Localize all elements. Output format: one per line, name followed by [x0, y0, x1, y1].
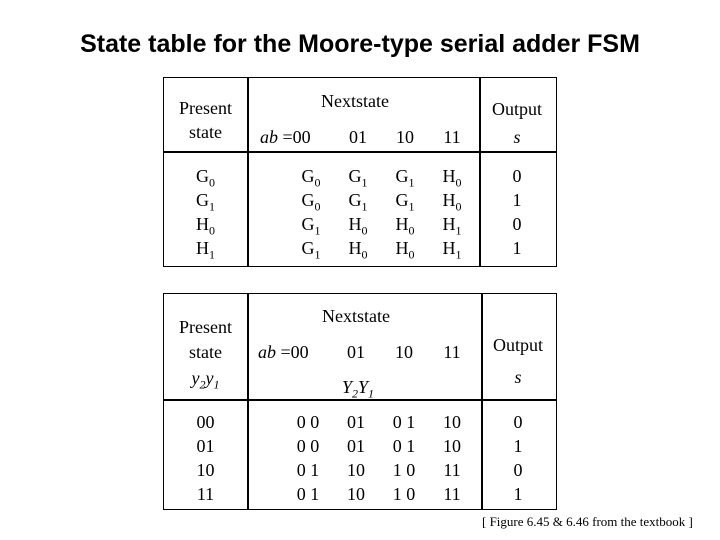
- table-cell: 10: [443, 412, 461, 432]
- table-cell: $G_1$: [395, 166, 415, 190]
- output-column: [481, 410, 555, 506]
- table-cell: $G_1$: [301, 214, 321, 238]
- table-cell: 0 1: [392, 436, 416, 456]
- table-cell: $H_0$: [196, 214, 215, 238]
- table-cell: 11: [443, 484, 461, 504]
- next-state-label: Nextstate: [322, 306, 390, 326]
- table-cell: $G_0$: [301, 166, 321, 190]
- table-cell: 11: [443, 460, 461, 480]
- table-cell: 1: [512, 238, 522, 258]
- next-state-column-00: [294, 164, 328, 260]
- table-cell: 0 1: [392, 412, 416, 432]
- next-state-column-10: [387, 410, 421, 506]
- table-cell: 01: [196, 436, 215, 456]
- table-cell: $G_1$: [196, 190, 215, 214]
- table-cell: 0: [513, 412, 523, 432]
- table-cell: $H_0$: [442, 166, 462, 190]
- table-cell: 0 0: [296, 436, 320, 456]
- table-cell: 1: [512, 190, 522, 210]
- header-divider: [164, 151, 556, 153]
- table-cell: 0 0: [296, 412, 320, 432]
- table-cell: $H_1$: [196, 238, 215, 262]
- input-header-ab: ab =00: [258, 342, 309, 362]
- next-state-vars: $Y_2Y_1$: [342, 377, 375, 401]
- figure-caption: [ Figure 6.45 & 6.46 from the textbook ]: [482, 514, 693, 529]
- table-cell: 0: [513, 460, 523, 480]
- present-state-label-line1: Present: [179, 317, 232, 337]
- present-state-label-line1: Present: [179, 98, 232, 118]
- input-header-ab: ab =00: [260, 127, 311, 147]
- table-cell: 10: [196, 460, 215, 480]
- table-cell: $G_0$: [196, 166, 215, 190]
- table-cell: 01: [347, 436, 365, 456]
- table-cell: 0: [512, 166, 522, 186]
- table-cell: $G_1$: [301, 238, 321, 262]
- output-var-s: s: [514, 367, 522, 387]
- input-header-01: 01: [349, 127, 367, 147]
- column-divider: [247, 294, 249, 509]
- table-cell: 0 1: [296, 460, 320, 480]
- state-table-symbolic: [163, 77, 557, 267]
- next-state-column-11: [435, 410, 469, 506]
- page-title: State table for the Moore-type serial adder FSM: [80, 30, 640, 58]
- input-header-10: 10: [396, 127, 414, 147]
- table-cell: $G_0$: [301, 190, 321, 214]
- present-state-column: [164, 164, 247, 260]
- next-state-label: Nextstate: [321, 91, 389, 111]
- table-cell: 10: [443, 436, 461, 456]
- next-state-column-11: [435, 164, 469, 260]
- table-cell: 1 0: [392, 484, 416, 504]
- table-cell: $H_0$: [395, 238, 415, 262]
- table-cell: 11: [196, 484, 215, 504]
- table-cell: $G_1$: [395, 190, 415, 214]
- table-cell: $H_0$: [395, 214, 415, 238]
- next-state-column-10: [388, 164, 422, 260]
- table-cell: $H_1$: [442, 238, 462, 262]
- present-state-label-line2: state: [189, 342, 222, 362]
- table-cell: 1: [513, 484, 523, 504]
- table-cell: 0 1: [296, 484, 320, 504]
- state-table-encoded: [163, 293, 557, 510]
- output-column: [479, 164, 555, 260]
- table-cell: 00: [196, 412, 215, 432]
- table-cell: 10: [347, 460, 365, 480]
- column-divider: [247, 78, 249, 266]
- table-cell: $H_1$: [442, 214, 462, 238]
- table-cell: 1: [513, 436, 523, 456]
- output-var-s: s: [513, 127, 521, 147]
- input-header-10: 10: [395, 342, 413, 362]
- present-state-column: [164, 410, 247, 506]
- present-state-vars: $y_2y_1$: [191, 368, 220, 392]
- table-cell: $G_1$: [348, 166, 368, 190]
- next-state-column-01: [339, 410, 373, 506]
- output-label: Output: [492, 335, 543, 355]
- table-cell: 0: [512, 214, 522, 234]
- table-cell: 01: [347, 412, 365, 432]
- table-cell: $H_0$: [348, 238, 368, 262]
- input-header-01: 01: [347, 342, 365, 362]
- table-cell: $H_0$: [442, 190, 462, 214]
- table-cell: 10: [347, 484, 365, 504]
- input-header-11: 11: [443, 127, 461, 147]
- table-cell: $G_1$: [348, 190, 368, 214]
- input-header-11: 11: [443, 342, 461, 362]
- next-state-column-00: [291, 410, 325, 506]
- table-cell: 1 0: [392, 460, 416, 480]
- table-cell: $H_0$: [348, 214, 368, 238]
- present-state-label-line2: state: [189, 122, 222, 142]
- next-state-column-01: [341, 164, 375, 260]
- output-label: Output: [491, 99, 542, 119]
